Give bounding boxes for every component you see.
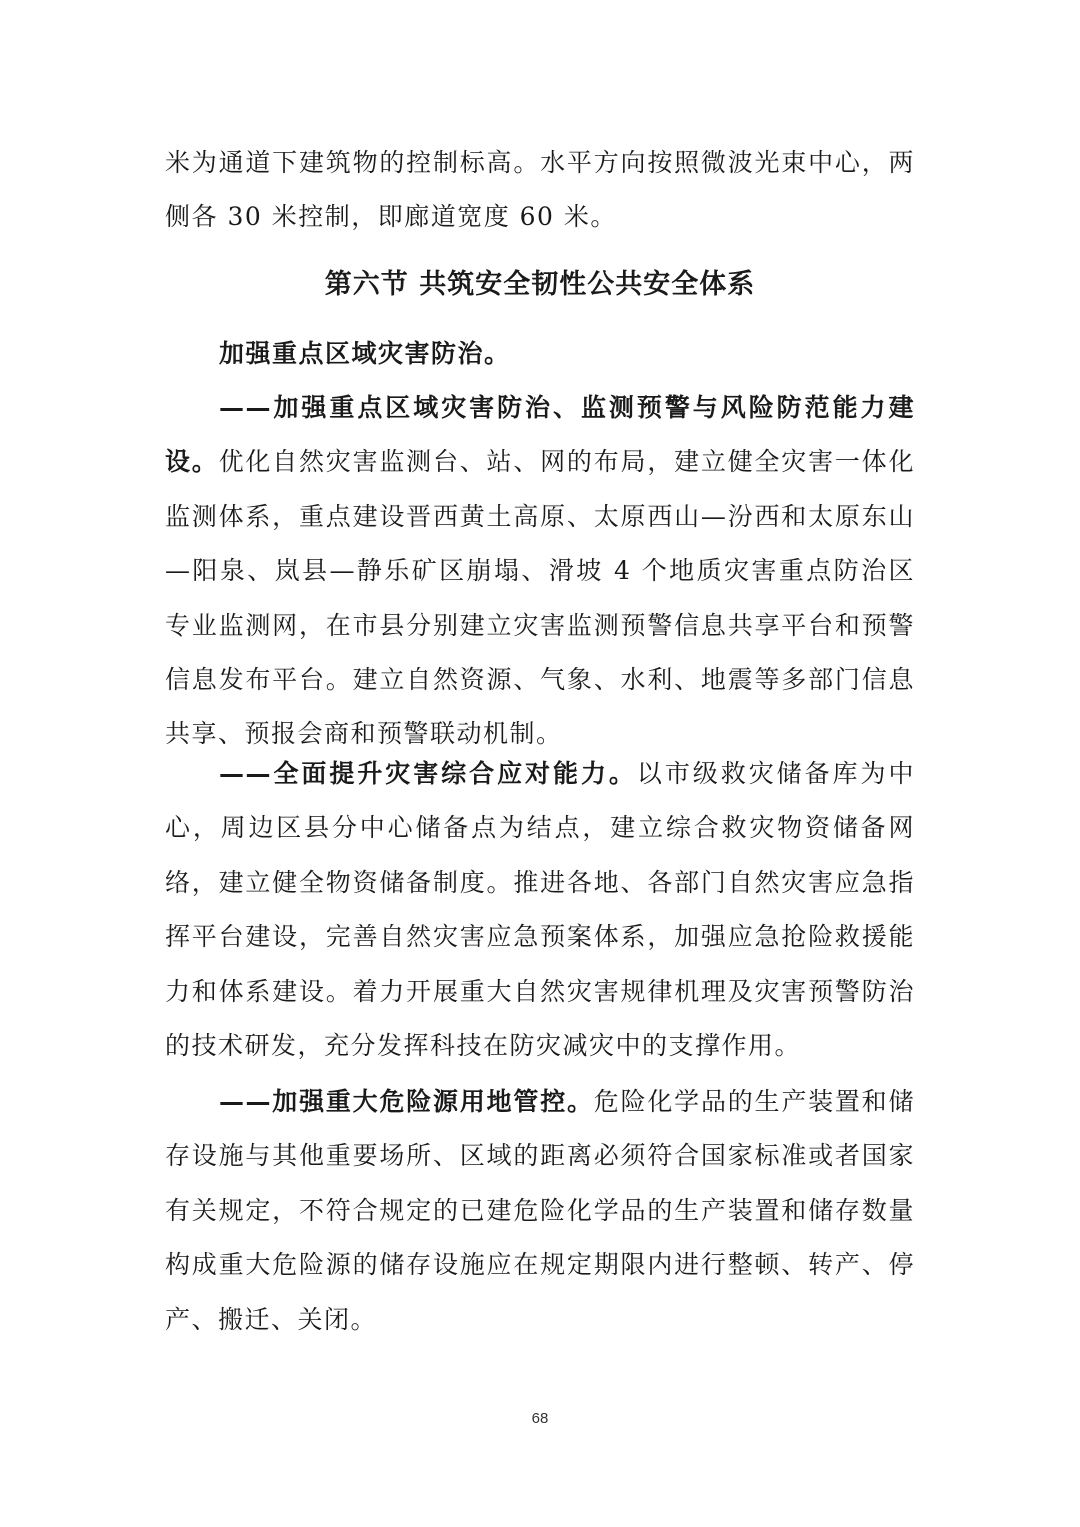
page-number: 68 [531,1410,549,1427]
section-title: 第六节 共筑安全韧性公共安全体系 [324,269,756,300]
continuation-paragraph: 米为通道下建筑物的控制标高。水平方向按照微波光束中心，两侧各 30 米控制，即廊道宽度 60 米。 [165,148,915,232]
paragraph-lead: ——加强重大危险源用地管控。 [219,1087,594,1116]
paragraph-text: 优化自然灾害监测台、站、网的布局，建立健全灾害一体化监测体系，重点建设晋西黄土高原、太原西山—汾西和太原东山—阳泉、岚县—静乐矿区崩塌、滑坡 4 个地质灾害重点防治区专业监测网，在市县分别建立灾害监测预警信息共享平台和预警信息发布平台。建立自然资源、气象、水利、地震等多部门信息共享、预报会商和预警联动机制。 [165,447,915,749]
paragraph-hazard-control [165,1075,915,1347]
paragraph-lead: ——全面提升灾害综合应对能力。 [219,759,637,788]
paragraph-disaster-monitoring [165,381,915,762]
paragraph-disaster-response [165,747,915,1073]
paragraph-lead: ——加强重点区域灾害防治、监测预警与风险防范能力建设。 [165,393,915,477]
paragraph-text: 以市级救灾储备库为中心，周边区县分中心储备点为结点，建立综合救灾物资储备网络，建立健全物资储备制度。推进各地、各部门自然灾害应急指挥平台建设，完善自然灾害应急预案体系，加强应急抢险救援能力和体系建设。着力开展重大自然灾害规律机理及灾害预警防治的技术研发，充分发挥科技在防灾减灾中的支撑作用。 [165,759,915,1061]
subheading: 加强重点区域灾害防治。 [219,339,511,368]
paragraph-text: 危险化学品的生产装置和储存设施与其他重要场所、区域的距离必须符合国家标准或者国家有关规定，不符合规定的已建危险化学品的生产装置和储存数量构成重大危险源的储存设施应在规定期限内进行整顿、转产、停产、搬迁、关闭。 [165,1087,915,1334]
